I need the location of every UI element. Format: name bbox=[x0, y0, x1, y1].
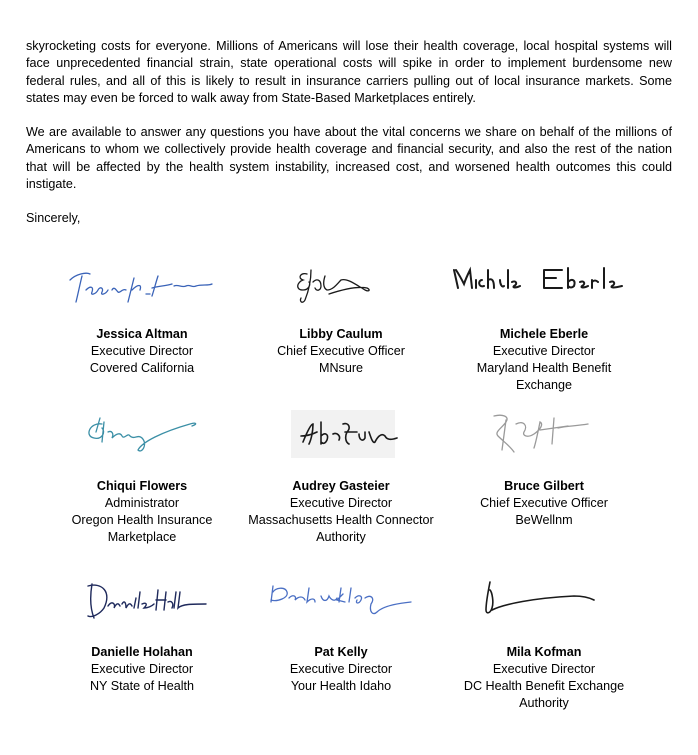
signatory-name: Michele Eberle bbox=[499, 327, 589, 341]
signatory-org-line-2: Authority bbox=[316, 530, 366, 544]
signatory-title: Chief Executive Officer bbox=[277, 344, 405, 358]
signatory-title: Administrator bbox=[104, 496, 180, 510]
handwritten-signature-icon bbox=[241, 402, 441, 478]
signatory-org: NY State of Health bbox=[89, 679, 195, 693]
signatory-org: Covered California bbox=[89, 361, 195, 375]
handwritten-signature-icon bbox=[42, 250, 242, 326]
signature-block-gasteier bbox=[241, 402, 441, 546]
signatory-title: Executive Director bbox=[90, 344, 194, 358]
signatory-title: Chief Executive Officer bbox=[480, 496, 608, 510]
signatory-title: Executive Director bbox=[90, 662, 194, 676]
signatory-org: DC Health Benefit Exchange bbox=[463, 679, 625, 693]
signatory-name: Bruce Gilbert bbox=[504, 479, 584, 493]
body-paragraph-1: skyrocketing costs for everyone. Millions of Americans will lose their health coverage, local hospital systems will face unprecedented financial strain, state operational costs will spike in order to implement burdensome new federal rules, and all of this is likely to result in insurance carriers pulling out of local insurance markets. Some states may even be forced to walk away from State-Based Marketplaces entirely. bbox=[26, 39, 672, 106]
closing-salutation: Sincerely, bbox=[26, 211, 81, 225]
signatory-org: Maryland Health Benefit bbox=[476, 361, 612, 375]
signature-block-altman bbox=[42, 250, 242, 377]
signature-image-eberle bbox=[444, 250, 644, 326]
signatory-name: Chiqui Flowers bbox=[96, 479, 188, 493]
signature-image-flowers bbox=[42, 402, 242, 478]
signatory-org-line-2: Exchange bbox=[515, 378, 572, 392]
handwritten-signature-icon bbox=[241, 568, 441, 644]
signature-block-holahan bbox=[42, 568, 242, 695]
signature-block-eberle bbox=[444, 250, 644, 394]
signatory-name: Jessica Altman bbox=[96, 327, 188, 341]
signature-image-gasteier bbox=[241, 402, 441, 478]
body-paragraph-2: We are available to answer any questions you have about the vital concerns we share on behalf of the millions of Americans to whom we collectively provide health coverage and financial security, and also the rest of the nation that will be affected by the health system instability, increased cost, and worsened health outcomes this could instigate. bbox=[26, 125, 672, 192]
signature-block-flowers bbox=[42, 402, 242, 546]
handwritten-signature-icon bbox=[42, 568, 242, 644]
signatory-org: Massachusetts Health Connector bbox=[248, 513, 434, 527]
handwritten-signature-icon bbox=[444, 568, 644, 644]
signatory-org-line-2: Authority bbox=[519, 696, 569, 710]
signatory-title: Executive Director bbox=[289, 496, 393, 510]
signature-image-altman bbox=[42, 250, 242, 326]
signatory-name: Pat Kelly bbox=[314, 645, 368, 659]
signatory-org: Oregon Health Insurance bbox=[71, 513, 213, 527]
signatory-name: Libby Caulum bbox=[299, 327, 383, 341]
signatory-org: BeWellnm bbox=[515, 513, 573, 527]
handwritten-signature-icon bbox=[444, 402, 644, 478]
signatory-org-line-2: Marketplace bbox=[107, 530, 177, 544]
signatory-name: Mila Kofman bbox=[506, 645, 582, 659]
signature-image-kofman bbox=[444, 568, 644, 644]
signatory-org: Your Health Idaho bbox=[290, 679, 392, 693]
signature-image-caulum bbox=[241, 250, 441, 326]
signature-block-kelly bbox=[241, 568, 441, 695]
handwritten-signature-icon bbox=[42, 402, 242, 478]
signature-block-caulum bbox=[241, 250, 441, 377]
signature-image-holahan bbox=[42, 568, 242, 644]
signatory-title: Executive Director bbox=[289, 662, 393, 676]
signatory-org: MNsure bbox=[318, 361, 364, 375]
signature-image-kelly bbox=[241, 568, 441, 644]
signatory-title: Executive Director bbox=[492, 344, 596, 358]
handwritten-signature-icon bbox=[444, 250, 644, 326]
signatory-name: Danielle Holahan bbox=[91, 645, 193, 659]
signature-image-gilbert bbox=[444, 402, 644, 478]
signatory-title: Executive Director bbox=[492, 662, 596, 676]
signatory-name: Audrey Gasteier bbox=[292, 479, 390, 493]
handwritten-signature-icon bbox=[241, 250, 441, 326]
signature-block-gilbert bbox=[444, 402, 644, 529]
signature-block-kofman bbox=[444, 568, 644, 712]
